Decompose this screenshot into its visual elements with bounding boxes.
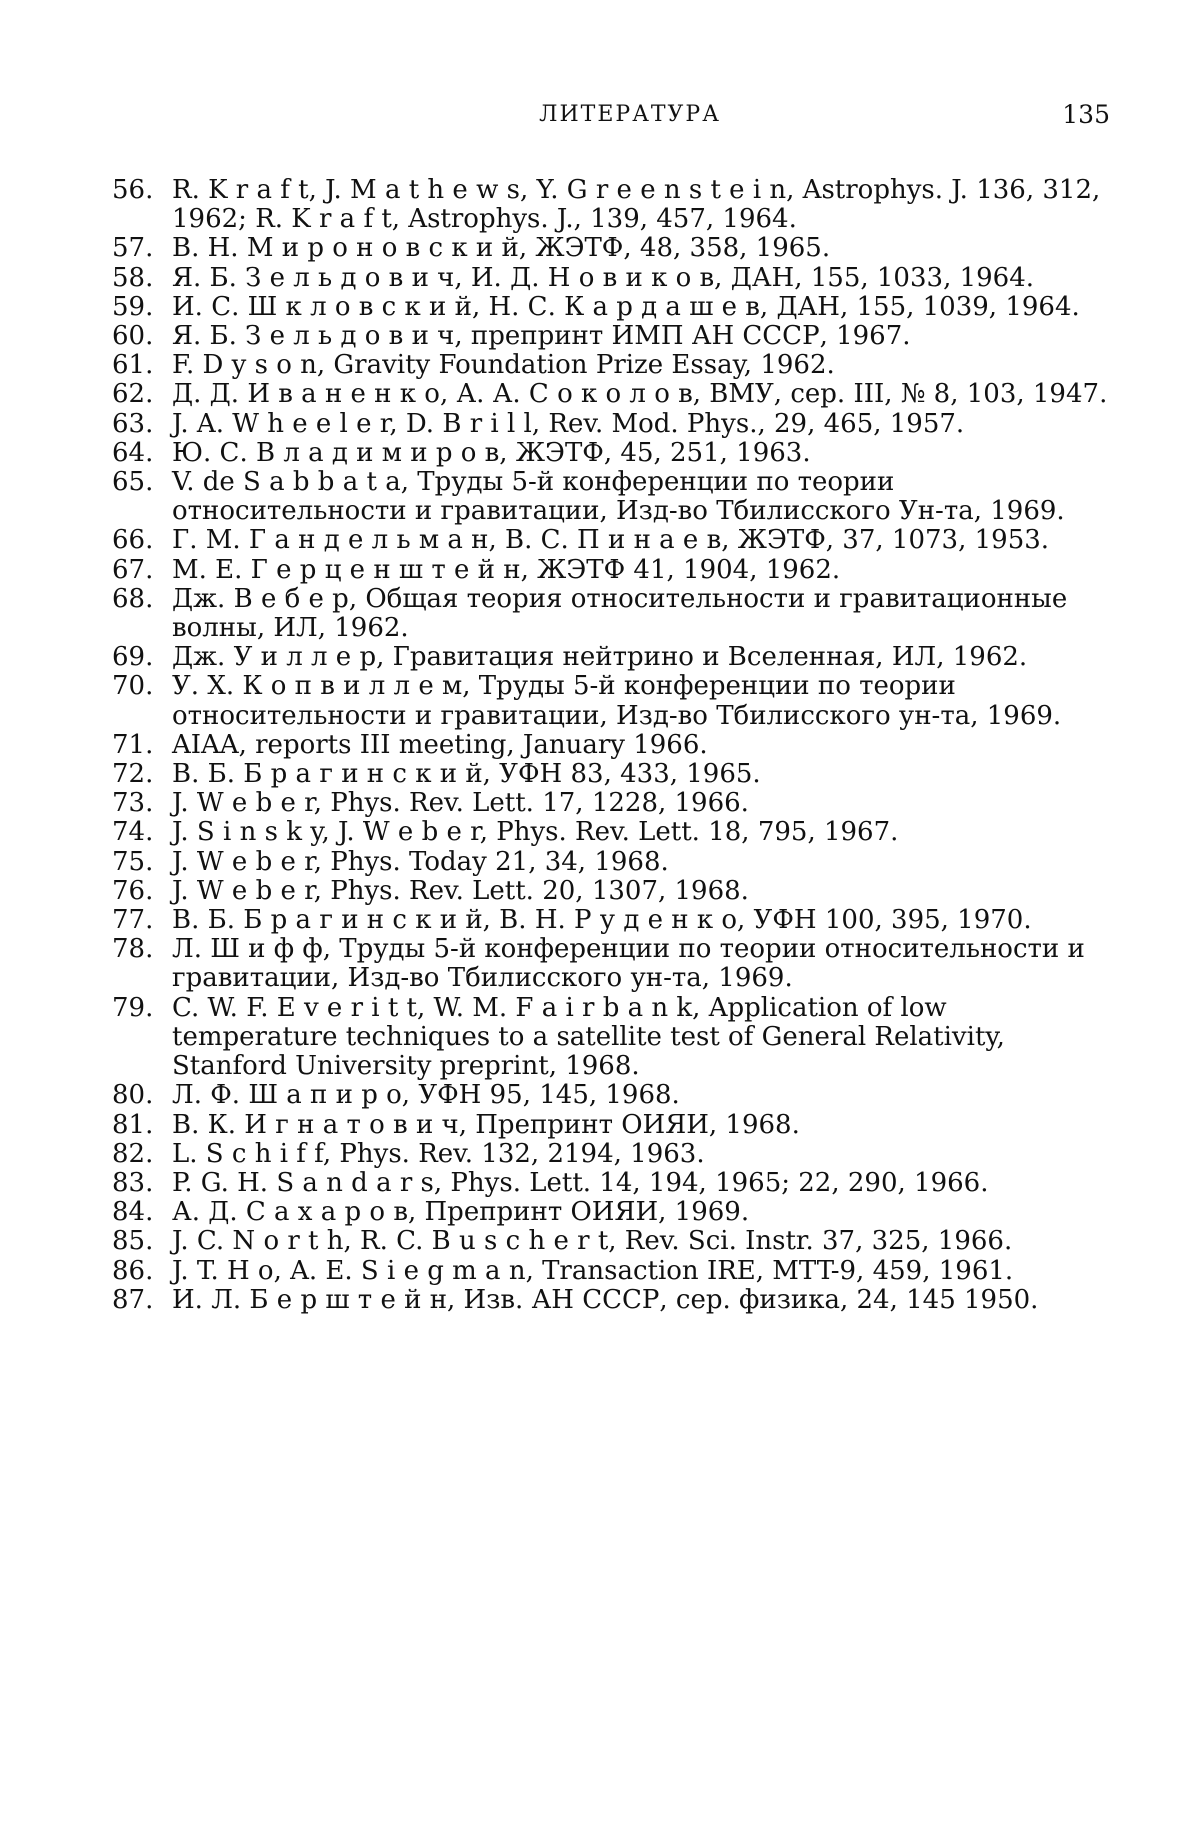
reference-text: J. C. N o r t h, R. C. B u s c h e r t, Rev. Sci. Instr. 37, 325, 1966. <box>172 1226 1013 1257</box>
reference-text: F. D y s o n, Gravity Foundation Prize Essay, 1962. <box>172 350 835 381</box>
reference-text: А. Д. С а х а р о в, Препринт ОИЯИ, 1969. <box>172 1197 750 1228</box>
reference-number: 85. <box>112 1226 154 1257</box>
reference-item <box>112 935 1112 993</box>
reference-text: J. S i n s k y, J. W e b e r, Phys. Rev. Lett. 18, 795, 1967. <box>172 817 899 848</box>
reference-number: 75. <box>112 846 154 877</box>
reference-number: 66. <box>112 525 154 556</box>
reference-number: 87. <box>112 1284 154 1315</box>
reference-item <box>112 1081 1112 1110</box>
reference-item <box>112 1257 1112 1286</box>
reference-number: 58. <box>112 262 154 293</box>
reference-text: Дж. У и л л е р, Гравитация нейтрино и Вселенная, ИЛ, 1962. <box>172 642 1028 673</box>
reference-text: J. W e b e r, Phys. Rev. Lett. 20, 1307, 1968. <box>172 875 749 906</box>
reference-item <box>112 410 1112 439</box>
reference-text: J. A. W h e e l e r, D. B r i l l, Rev. Mod. Phys., 29, 465, 1957. <box>172 408 965 439</box>
reference-item <box>112 672 1112 730</box>
reference-text: И. Л. Б е р ш т е й н, Изв. АН СССР, сер. физика, 24, 145 1950. <box>172 1284 1039 1315</box>
reference-item <box>112 1198 1112 1227</box>
reference-item <box>112 906 1112 935</box>
reference-number: 61. <box>112 350 154 381</box>
reference-item <box>112 877 1112 906</box>
reference-text: AIAA, reports III meeting, January 1966. <box>172 729 708 760</box>
reference-number: 86. <box>112 1255 154 1286</box>
reference-number: 72. <box>112 759 154 790</box>
reference-item <box>112 293 1112 322</box>
reference-number: 63. <box>112 408 154 439</box>
reference-number: 71. <box>112 729 154 760</box>
reference-item <box>112 526 1112 555</box>
reference-number: 82. <box>112 1138 154 1169</box>
reference-item <box>112 585 1112 643</box>
running-title: ЛИТЕРАТУРА <box>539 102 721 127</box>
reference-text: Ю. С. В л а д и м и р о в, ЖЭТФ, 45, 251, 1963. <box>172 437 811 468</box>
reference-number: 80. <box>112 1080 154 1111</box>
reference-item <box>112 468 1112 526</box>
reference-number: 78. <box>112 934 154 965</box>
reference-number: 59. <box>112 291 154 322</box>
reference-number: 60. <box>112 321 154 352</box>
reference-number: 84. <box>112 1197 154 1228</box>
reference-number: 74. <box>112 817 154 848</box>
reference-number: 64. <box>112 437 154 468</box>
reference-number: 77. <box>112 905 154 936</box>
reference-number: 69. <box>112 642 154 673</box>
reference-item <box>112 264 1112 293</box>
reference-item <box>112 1111 1112 1140</box>
reference-text: Г. М. Г а н д е л ь м а н, В. С. П и н а е в, ЖЭТФ, 37, 1073, 1953. <box>172 525 1050 556</box>
reference-number: 73. <box>112 788 154 819</box>
reference-item <box>112 351 1112 380</box>
reference-text: Дж. В е б е р, Общая теория относительности и гравитационные волны, ИЛ, 1962. <box>172 583 1068 644</box>
reference-number: 76. <box>112 875 154 906</box>
reference-text: V. de S a b b a t a, Труды 5-й конференции по теории относительности и гравитации, Изд-во Тбилисского Ун-та, 1969. <box>172 467 1065 527</box>
reference-text: У. Х. К о п в и л л е м, Труды 5-й конференции по теории относительности и гравитации, Изд-во Тбилисского ун-та, 1969. <box>172 671 1062 731</box>
reference-number: 65. <box>112 467 154 498</box>
reference-item <box>112 643 1112 672</box>
reference-text: Л. Ф. Ш а п и р о, УФН 95, 145, 1968. <box>172 1080 680 1111</box>
reference-item <box>112 234 1112 263</box>
reference-item <box>112 380 1112 409</box>
reference-number: 56. <box>112 175 154 205</box>
reference-text: J. W e b e r, Phys. Rev. Lett. 17, 1228, 1966. <box>172 788 749 819</box>
reference-item <box>112 322 1112 351</box>
reference-text: И. С. Ш к л о в с к и й, Н. С. К а р д а ш е в, ДАН, 155, 1039, 1964. <box>172 291 1080 322</box>
reference-text: Л. Ш и ф ф, Труды 5-й конференции по теории относительности и гравитации, Изд-во Тбилисского ун-та, 1969. <box>172 934 1085 994</box>
reference-number: 79. <box>112 992 154 1023</box>
reference-item <box>112 994 1112 1082</box>
reference-item <box>112 760 1112 789</box>
reference-item <box>112 176 1112 234</box>
reference-number: 57. <box>112 233 154 264</box>
reference-number: 68. <box>112 583 154 614</box>
reference-text: В. К. И г н а т о в и ч, Препринт ОИЯИ, 1968. <box>172 1109 800 1140</box>
reference-number: 70. <box>112 671 154 702</box>
reference-text: R. K r a f t, J. M a t h e w s, Y. G r e e n s t e i n, Astrophys. J. 136, 312, 1962; R. K r a f t, Astrophys. J., 139, 457, 1964. <box>172 175 1101 235</box>
reference-item <box>112 848 1112 877</box>
reference-text: P. G. H. S a n d a r s, Phys. Lett. 14, 194, 1965; 22, 290, 1966. <box>172 1167 989 1198</box>
reference-text: В. Б. Б р а г и н с к и й, В. Н. Р у д е н к о, УФН 100, 395, 1970. <box>172 905 1032 936</box>
reference-item <box>112 789 1112 818</box>
reference-number: 67. <box>112 554 154 585</box>
reference-item <box>112 731 1112 760</box>
reference-item <box>112 1140 1112 1169</box>
reference-text: Я. Б. З е л ь д о в и ч, И. Д. Н о в и к о в, ДАН, 155, 1033, 1964. <box>172 262 1035 293</box>
reference-number: 83. <box>112 1167 154 1198</box>
page-number: 135 <box>1062 100 1110 129</box>
reference-text: Я. Б. З е л ь д о в и ч, препринт ИМП АН СССР, 1967. <box>172 321 911 352</box>
reference-item <box>112 1227 1112 1256</box>
reference-item <box>112 1169 1112 1198</box>
reference-number: 62. <box>112 379 154 410</box>
reference-text: Д. Д. И в а н е н к о, А. А. С о к о л о в, ВМУ, сер. III, № 8, 103, 1947. <box>172 379 1108 410</box>
reference-text: L. S c h i f f, Phys. Rev. 132, 2194, 1963. <box>172 1138 705 1169</box>
reference-text: В. Н. М и р о н о в с к и й, ЖЭТФ, 48, 358, 1965. <box>172 233 831 264</box>
reference-item <box>112 439 1112 468</box>
reference-text: J. W e b e r, Phys. Today 21, 34, 1968. <box>172 846 669 877</box>
reference-list <box>112 176 1112 1315</box>
reference-number: 81. <box>112 1109 154 1140</box>
reference-item <box>112 556 1112 585</box>
running-head <box>150 96 1110 136</box>
reference-item <box>112 1286 1112 1315</box>
reference-text: C. W. F. E v e r i t t, W. M. F a i r b a n k, Application of low temperature techniques to a satellite test of General Relativity, Stanford University preprint, 1968. <box>172 992 1005 1082</box>
reference-text: В. Б. Б р а г и н с к и й, УФН 83, 433, 1965. <box>172 759 761 790</box>
reference-text: М. Е. Г е р ц е н ш т е й н, ЖЭТФ 41, 1904, 1962. <box>172 554 841 585</box>
reference-text: J. T. H o, A. E. S i e g m a n, Transaction IRE, MTT-9, 459, 1961. <box>172 1255 1014 1286</box>
reference-item <box>112 818 1112 847</box>
